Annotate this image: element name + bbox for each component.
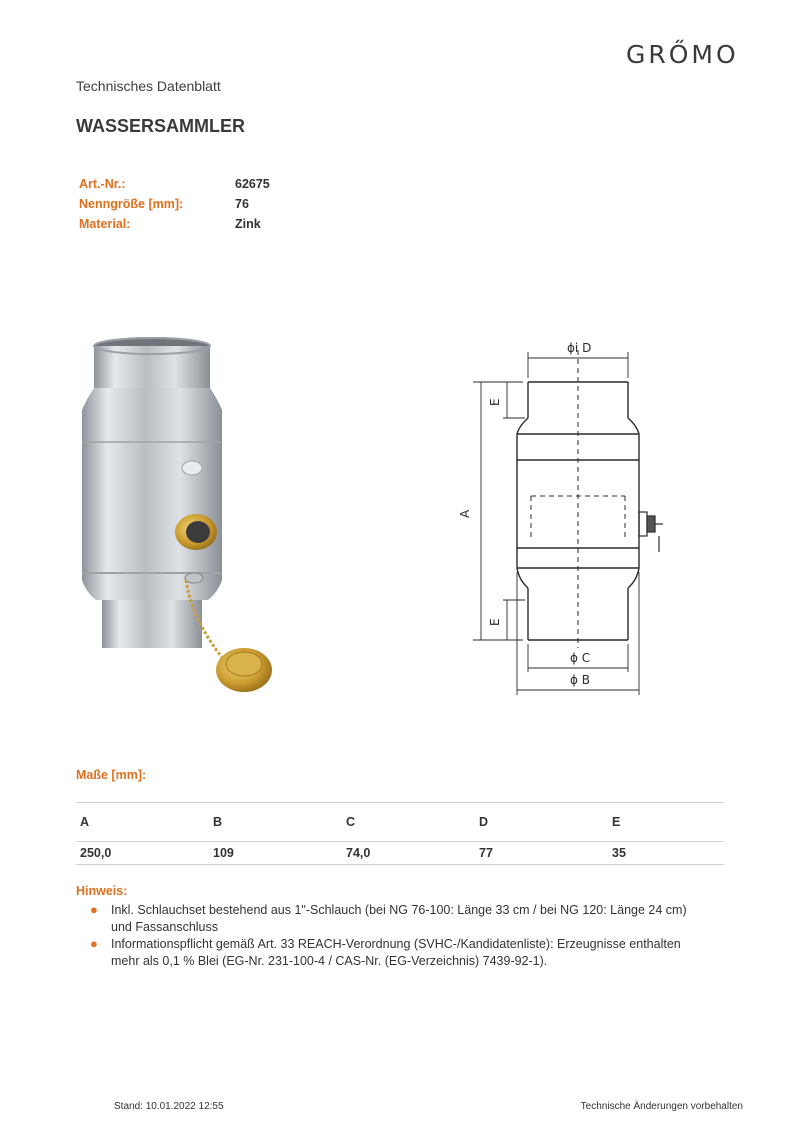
spec-value: 62675 — [235, 177, 270, 191]
spec-label: Material: — [79, 217, 131, 231]
hint-text: Inkl. Schlauchset bestehend aus 1"-Schlauch (bei NG 76-100: Länge 33 cm / bei NG 120: Länge 24 cm) und Fassanschluss — [111, 903, 687, 934]
list-item — [90, 902, 710, 935]
footer-note: Technische Änderungen vorbehalten — [580, 1101, 743, 1112]
list-item — [90, 936, 710, 969]
table-cell: 74,0 — [346, 846, 371, 860]
spec-row-material — [79, 214, 270, 234]
spec-value: 76 — [235, 197, 249, 211]
column-header: A — [80, 815, 90, 829]
spec-label: Art.-Nr.: — [79, 177, 126, 191]
product-photo — [74, 330, 284, 700]
bullet-icon: ● — [90, 902, 98, 917]
hint-text: Informationspflicht gemäß Art. 33 REACH-Verordnung (SVHC-/Kandidatenliste): Erzeugnisse enthalten mehr als 0,1 % Blei (EG-Nr. 231-100-4 / CAS-Nr. (EG-Verzeichnis) 7439-92-1). — [111, 937, 681, 968]
dim-label-a: A — [458, 509, 472, 518]
table-row — [76, 842, 724, 865]
table-cell: 250,0 — [80, 846, 112, 860]
column-header: D — [479, 815, 489, 829]
spec-label: Nenngröße [mm]: — [79, 197, 184, 211]
spec-row-size — [79, 194, 270, 214]
dim-label-e-bottom: E — [488, 618, 502, 626]
dimensions-table — [76, 802, 724, 865]
column-header: E — [612, 815, 621, 829]
table-cell: 77 — [479, 846, 493, 860]
spec-value: Zink — [235, 217, 261, 231]
table-header-row — [76, 803, 724, 842]
dimensions-heading: Maße [mm]: — [76, 768, 147, 782]
dim-label-e-top: E — [488, 398, 502, 406]
spec-row-article — [79, 174, 270, 194]
brand-logo: GRŐMO — [626, 40, 739, 69]
column-header: B — [213, 815, 223, 829]
spec-list — [79, 174, 270, 234]
technical-drawing — [455, 330, 685, 700]
bullet-icon: ● — [90, 936, 98, 951]
document-type: Technisches Datenblatt — [76, 78, 221, 94]
footer-date: Stand: 10.01.2022 12:55 — [114, 1101, 224, 1112]
dim-label-d: ϕi D — [567, 341, 592, 355]
column-header: C — [346, 815, 356, 829]
table-cell: 109 — [213, 846, 234, 860]
page-title: WASSERSAMMLER — [76, 116, 246, 136]
dim-label-b: ϕ B — [570, 673, 590, 687]
hints-heading: Hinweis: — [76, 884, 128, 898]
dim-label-c: ϕ C — [570, 651, 591, 665]
table-cell: 35 — [612, 846, 626, 860]
hints-list — [90, 902, 710, 970]
